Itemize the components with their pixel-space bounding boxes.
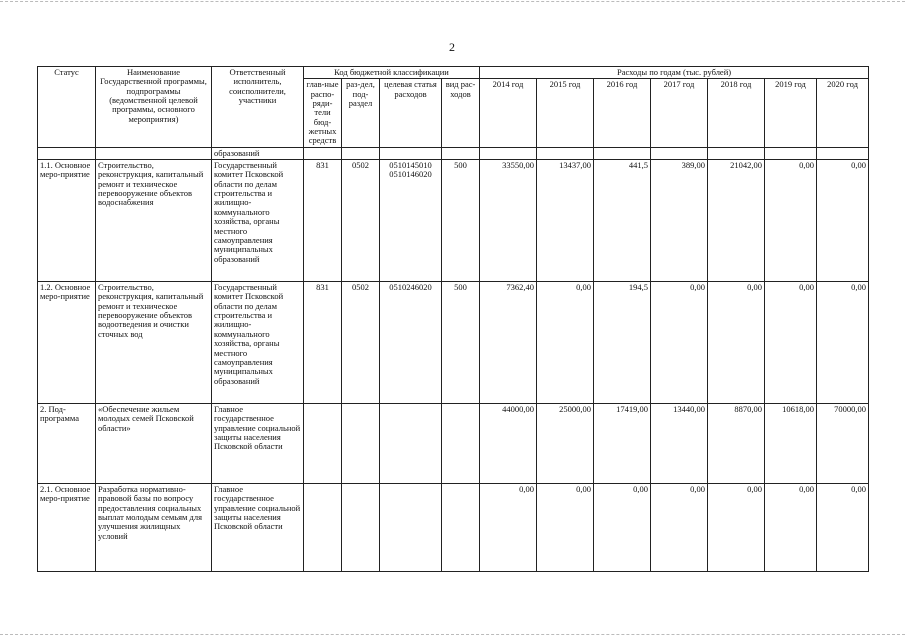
budget-table	[37, 66, 869, 572]
header-status: Статус	[38, 67, 96, 148]
cell-executor: Государственный комитет Псковской области по делам строительства и жилищно-коммунального хозяйства, органы местного самоуправления муниципальных образований	[212, 282, 304, 404]
cell-executor: Государственный комитет Псковской области по делам строительства и жилищно-коммунального хозяйства, органы местного самоуправления муниципальных образований	[212, 160, 304, 282]
cell-year-value: 0,00	[480, 484, 537, 572]
header-budget-code: Код бюджетной классификации	[304, 67, 480, 79]
cell-razdel	[342, 484, 380, 572]
cell-year-value: 0,00	[537, 484, 594, 572]
cell-year-value: 13440,00	[651, 404, 708, 484]
cell-year-value: 44000,00	[480, 404, 537, 484]
scan-edge-top	[0, 1, 905, 2]
cell-empty	[304, 147, 342, 159]
cell-year-value: 0,00	[765, 282, 817, 404]
cell-empty	[480, 147, 537, 159]
cell-year-value: 33550,00	[480, 160, 537, 282]
cell-expense-type	[442, 484, 480, 572]
table-row	[38, 282, 869, 404]
cell-year-value: 389,00	[651, 160, 708, 282]
continuation-row	[38, 147, 869, 159]
cell-target: 0510145010 0510146020	[380, 160, 442, 282]
scan-edge-bottom	[0, 634, 905, 635]
cell-grbs	[304, 404, 342, 484]
header-expenses: Расходы по годам (тыс. рублей)	[480, 67, 869, 79]
cell-grbs	[304, 484, 342, 572]
cell-year-value: 8870,00	[708, 404, 765, 484]
cell-target	[380, 484, 442, 572]
cell-status: 1.1. Основное меро-приятие	[38, 160, 96, 282]
cell-year-value: 13437,00	[537, 160, 594, 282]
cell-empty	[342, 147, 380, 159]
cell-empty	[817, 147, 869, 159]
cell-target: 0510246020	[380, 282, 442, 404]
cell-year-value: 0,00	[708, 484, 765, 572]
cell-razdel: 0502	[342, 282, 380, 404]
header-name: Наименование Государственной программы, подпрограммы (ведомственной целевой программы, основного мероприятия)	[96, 67, 212, 148]
cell-empty	[537, 147, 594, 159]
cell-year-value: 21042,00	[708, 160, 765, 282]
cell-year-value: 0,00	[765, 160, 817, 282]
table-row	[38, 160, 869, 282]
header-year: 2018 год	[708, 79, 765, 147]
cell-executor: образований	[212, 147, 304, 159]
header-year: 2020 год	[817, 79, 869, 147]
cell-empty	[442, 147, 480, 159]
cell-empty	[765, 147, 817, 159]
cell-expense-type: 500	[442, 160, 480, 282]
cell-year-value: 0,00	[765, 484, 817, 572]
cell-name	[96, 147, 212, 159]
table-row	[38, 484, 869, 572]
cell-executor: Главное государственное управление социальной защиты населения Псковской области	[212, 484, 304, 572]
cell-year-value: 0,00	[537, 282, 594, 404]
cell-status: 2. Под-программа	[38, 404, 96, 484]
cell-empty	[594, 147, 651, 159]
cell-name: «Обеспечение жильем молодых семей Псковской области»	[96, 404, 212, 484]
cell-year-value: 0,00	[708, 282, 765, 404]
cell-status	[38, 147, 96, 159]
header-expense-type: вид рас-ходов	[442, 79, 480, 147]
header-year: 2015 год	[537, 79, 594, 147]
header-year: 2019 год	[765, 79, 817, 147]
cell-year-value: 441,5	[594, 160, 651, 282]
cell-year-value: 0,00	[817, 484, 869, 572]
cell-executor: Главное государственное управление социальной защиты населения Псковской области	[212, 404, 304, 484]
cell-razdel	[342, 404, 380, 484]
cell-name: Разработка нормативно-правовой базы по вопросу предоставления социальных выплат молодым семьям для улучшения жилищных условий	[96, 484, 212, 572]
cell-status: 2.1. Основное меро-приятие	[38, 484, 96, 572]
header-executor: Ответственный исполнитель, соисполнители, участники	[212, 67, 304, 148]
cell-empty	[708, 147, 765, 159]
cell-empty	[651, 147, 708, 159]
cell-year-value: 194,5	[594, 282, 651, 404]
header-year: 2017 год	[651, 79, 708, 147]
cell-status: 1.2. Основное меро-приятие	[38, 282, 96, 404]
cell-year-value: 25000,00	[537, 404, 594, 484]
cell-year-value: 0,00	[817, 160, 869, 282]
cell-razdel: 0502	[342, 160, 380, 282]
page-number: 2	[449, 40, 455, 54]
cell-year-value: 0,00	[817, 282, 869, 404]
cell-grbs: 831	[304, 160, 342, 282]
cell-year-value: 0,00	[594, 484, 651, 572]
cell-expense-type: 500	[442, 282, 480, 404]
cell-name: Строительство, реконструкция, капитальный ремонт и техническое перевооружение объектов водоснабжения	[96, 160, 212, 282]
cell-year-value: 0,00	[651, 282, 708, 404]
cell-grbs: 831	[304, 282, 342, 404]
table-header	[38, 67, 869, 148]
cell-expense-type	[442, 404, 480, 484]
cell-year-value: 10618,00	[765, 404, 817, 484]
table-body	[38, 147, 869, 571]
header-target-article: целевая статья расходов	[380, 79, 442, 147]
header-grbs: глав-ные распо-ряди-тели бюд-жетных средств	[304, 79, 342, 147]
cell-target	[380, 404, 442, 484]
cell-year-value: 70000,00	[817, 404, 869, 484]
cell-year-value: 7362,40	[480, 282, 537, 404]
header-year: 2016 год	[594, 79, 651, 147]
table-row	[38, 404, 869, 484]
header-year: 2014 год	[480, 79, 537, 147]
cell-year-value: 17419,00	[594, 404, 651, 484]
cell-name: Строительство, реконструкция, капитальный ремонт и техническое перевооружение объектов водоотведения и очистки сточных вод	[96, 282, 212, 404]
cell-empty	[380, 147, 442, 159]
cell-year-value: 0,00	[651, 484, 708, 572]
header-razdel: раз-дел, под-раздел	[342, 79, 380, 147]
